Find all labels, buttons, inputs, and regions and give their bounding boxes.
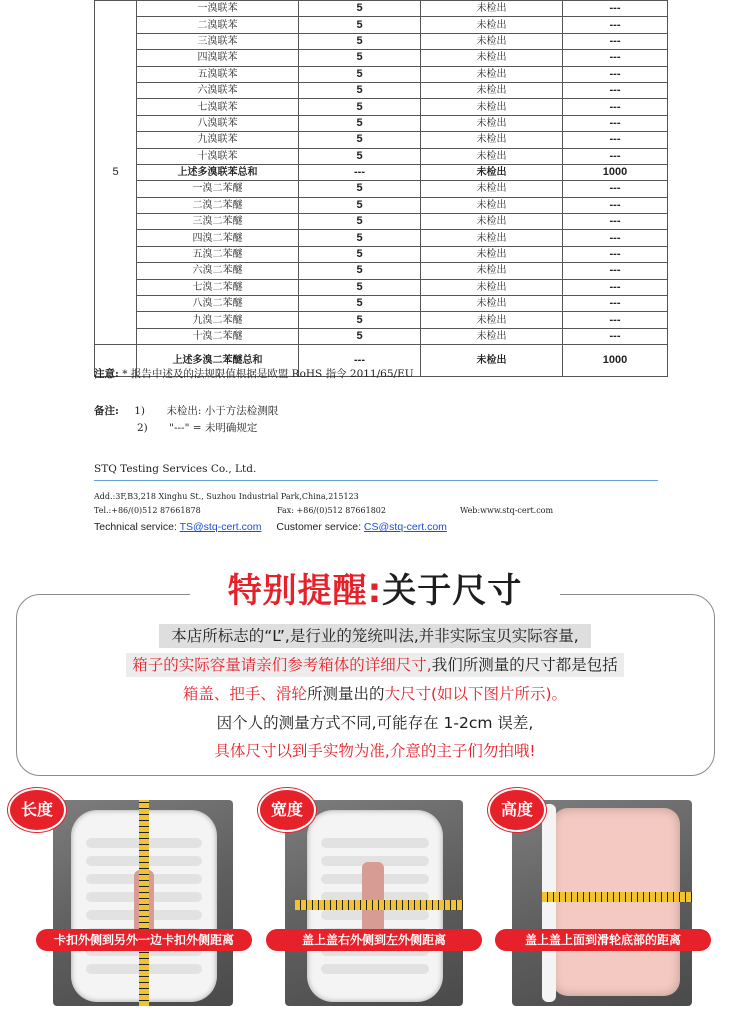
item-name-cell: 四溴联苯	[137, 50, 299, 66]
reminder-line-5: 具体尺寸以到手实物为准,介意的主子们勿拍哦!	[214, 742, 536, 760]
tech-service-email-link[interactable]: TS@stq-cert.com	[179, 521, 262, 533]
item-name-cell: 六溴联苯	[137, 82, 299, 98]
item-name-cell: 五溴联苯	[137, 66, 299, 82]
measuring-tape	[542, 892, 692, 902]
limit-cell: 5	[299, 99, 421, 115]
table-row	[95, 328, 668, 344]
table-row	[95, 246, 668, 262]
table-sum-row	[95, 164, 668, 180]
item-name-cell: 十溴联苯	[137, 148, 299, 164]
table-row	[95, 50, 668, 66]
height-photo	[512, 800, 692, 1006]
remark-note-2	[137, 420, 257, 435]
mdl-cell: ---	[563, 246, 668, 262]
table-row	[95, 197, 668, 213]
result-cell: 未检出	[421, 263, 563, 279]
result-cell: 未检出	[421, 279, 563, 295]
item-name-cell: 二溴二苯醚	[137, 197, 299, 213]
reminder-line-2	[0, 653, 750, 675]
remark-1-no: 1)	[134, 405, 146, 417]
item-name-cell: 七溴联苯	[137, 99, 299, 115]
table-row	[95, 279, 668, 295]
table-row	[95, 214, 668, 230]
mdl-cell: ---	[563, 66, 668, 82]
result-cell: 未检出	[421, 345, 563, 377]
result-cell: 未检出	[421, 230, 563, 246]
item-name-cell: 十溴二苯醚	[137, 328, 299, 344]
result-cell: 未检出	[421, 17, 563, 33]
result-cell: 未检出	[421, 181, 563, 197]
table-row	[95, 66, 668, 82]
result-cell: 未检出	[421, 214, 563, 230]
reminder-line-4: 因个人的测量方式不同,可能存在 1-2cm 误差,	[216, 714, 534, 732]
width-photo	[285, 800, 463, 1006]
limit-cell: 5	[299, 230, 421, 246]
table-row	[95, 1, 668, 17]
result-cell: 未检出	[421, 115, 563, 131]
table-row	[95, 148, 668, 164]
report-body	[95, 1, 668, 377]
width-badge: 宽度	[258, 788, 316, 832]
reminder-line-3-dark: 所测量出的	[306, 685, 385, 703]
reminder-line-2-red: 箱子的实际容量请亲们参考箱体的详细尺寸,	[132, 656, 432, 674]
company-address: Add.:3F,B3,218 Xinghu St., Suzhou Industrial Park,China,215123	[94, 492, 359, 501]
table-row	[95, 115, 668, 131]
limit-cell: 5	[299, 263, 421, 279]
item-name-cell: 三溴联苯	[137, 33, 299, 49]
result-cell: 未检出	[421, 148, 563, 164]
result-cell: 未检出	[421, 33, 563, 49]
item-name-cell: 八溴二苯醚	[137, 296, 299, 312]
table-row	[95, 82, 668, 98]
company-services	[94, 521, 447, 533]
result-cell: 未检出	[421, 328, 563, 344]
limit-cell: 5	[299, 312, 421, 328]
company-web: Web:www.stq-cert.com	[460, 506, 554, 515]
reminder-title	[0, 563, 750, 612]
limit-cell: 5	[299, 132, 421, 148]
limit-cell: 5	[299, 279, 421, 295]
reminder-line-2-dark: 我们所测量的尺寸都是包括	[431, 656, 618, 674]
limit-cell: ---	[299, 345, 421, 377]
height-caption: 盖上盖上面到滑轮底部的距离	[495, 929, 711, 951]
company-name: STQ Testing Services Co., Ltd.	[94, 463, 257, 475]
report-table	[94, 0, 668, 377]
limit-cell: 5	[299, 214, 421, 230]
table-row	[95, 296, 668, 312]
mdl-cell: 1000	[563, 345, 668, 377]
result-cell: 未检出	[421, 50, 563, 66]
table-row	[95, 99, 668, 115]
mdl-cell: ---	[563, 99, 668, 115]
item-name-cell: 六溴二苯醚	[137, 263, 299, 279]
result-cell: 未检出	[421, 164, 563, 180]
mdl-cell: ---	[563, 279, 668, 295]
mdl-cell: ---	[563, 312, 668, 328]
table-row	[95, 263, 668, 279]
length-caption: 卡扣外侧到另外一边卡扣外侧距离	[36, 929, 252, 951]
reminder-line-3-red-b: 大尺寸(如以下图片所示)。	[384, 685, 568, 703]
result-cell: 未检出	[421, 197, 563, 213]
result-cell: 未检出	[421, 99, 563, 115]
item-name-cell: 一溴二苯醚	[137, 181, 299, 197]
result-cell: 未检出	[421, 132, 563, 148]
limit-cell: 5	[299, 17, 421, 33]
table-row	[95, 181, 668, 197]
remark-1-text: 未检出: 小于方法检测限	[166, 405, 279, 417]
mdl-cell: ---	[563, 263, 668, 279]
item-name-cell: 一溴联苯	[137, 1, 299, 17]
attention-label: 注意:	[94, 368, 119, 380]
mdl-cell: ---	[563, 50, 668, 66]
mdl-cell: ---	[563, 115, 668, 131]
width-caption: 盖上盖右外侧到左外侧距离	[266, 929, 482, 951]
item-name-cell: 二溴联苯	[137, 17, 299, 33]
remark-note	[94, 403, 278, 418]
item-name-cell: 三溴二苯醚	[137, 214, 299, 230]
measuring-tape	[139, 800, 149, 1006]
customer-service-label: Customer service:	[276, 521, 361, 533]
item-name-cell: 九溴二苯醚	[137, 312, 299, 328]
limit-cell: 5	[299, 115, 421, 131]
limit-cell: 5	[299, 148, 421, 164]
table-row	[95, 230, 668, 246]
mdl-cell: ---	[563, 296, 668, 312]
mdl-cell: ---	[563, 33, 668, 49]
mdl-cell: ---	[563, 17, 668, 33]
reminder-line-1	[0, 624, 750, 646]
company-tel: Tel.:+86/(0)512 87661878	[94, 506, 201, 515]
reminder-line-1-text: 本店所标志的“L”,是行业的笼统叫法,并非实际宝贝实际容量,	[159, 624, 590, 648]
company-fax: Fax: +86/(0)512 87661802	[277, 506, 386, 515]
reminder-title-red: 特别提醒:	[227, 571, 383, 611]
box-lid-edge	[542, 804, 556, 1002]
item-name-cell: 四溴二苯醚	[137, 230, 299, 246]
mdl-cell: ---	[563, 148, 668, 164]
mdl-cell: 1000	[563, 164, 668, 180]
customer-service-email-link[interactable]: CS@stq-cert.com	[363, 521, 447, 533]
limit-cell: 5	[299, 246, 421, 262]
result-cell: 未检出	[421, 1, 563, 17]
reminder-line-3	[0, 682, 750, 704]
item-name-cell: 五溴二苯醚	[137, 246, 299, 262]
item-name-cell: 八溴联苯	[137, 115, 299, 131]
length-photo	[53, 800, 233, 1006]
height-badge: 高度	[488, 788, 546, 832]
item-name-cell: 七溴二苯醚	[137, 279, 299, 295]
result-cell: 未检出	[421, 66, 563, 82]
limit-cell: 5	[299, 66, 421, 82]
reminder-title-dark: 关于尺寸	[382, 571, 523, 611]
reminder-line-3-red-a: 箱盖、把手、滑轮	[182, 685, 307, 703]
limit-cell: 5	[299, 1, 421, 17]
length-badge: 长度	[8, 788, 66, 832]
table-row	[95, 132, 668, 148]
attention-note	[94, 366, 414, 381]
item-name-cell: 上述多溴联苯总和	[137, 164, 299, 180]
result-cell: 未检出	[421, 82, 563, 98]
mdl-cell: ---	[563, 230, 668, 246]
attention-text: * 报告中述及的法规限值根据是欧盟 RoHS 指令 2011/65/EU	[122, 368, 414, 380]
measuring-tape	[295, 900, 463, 910]
limit-cell: 5	[299, 82, 421, 98]
mdl-cell: ---	[563, 1, 668, 17]
mdl-cell: ---	[563, 197, 668, 213]
limit-cell: 5	[299, 296, 421, 312]
group-number-cell: 5	[95, 1, 137, 345]
remark-2-no: 2)	[137, 422, 148, 434]
mdl-cell: ---	[563, 328, 668, 344]
remark-label: 备注:	[94, 405, 119, 417]
limit-cell: 5	[299, 33, 421, 49]
limit-cell: 5	[299, 181, 421, 197]
item-name-cell: 上述多溴二苯醚总和	[137, 345, 299, 377]
result-cell: 未检出	[421, 312, 563, 328]
result-cell: 未检出	[421, 246, 563, 262]
table-row	[95, 17, 668, 33]
limit-cell: 5	[299, 197, 421, 213]
mdl-cell: ---	[563, 181, 668, 197]
result-cell: 未检出	[421, 296, 563, 312]
remark-2-text: "---" = 未明确规定	[169, 422, 258, 434]
mdl-cell: ---	[563, 214, 668, 230]
item-name-cell: 九溴联苯	[137, 132, 299, 148]
mdl-cell: ---	[563, 132, 668, 148]
table-row	[95, 312, 668, 328]
limit-cell: 5	[299, 328, 421, 344]
limit-cell: 5	[299, 50, 421, 66]
company-divider	[94, 480, 658, 481]
mdl-cell: ---	[563, 82, 668, 98]
tech-service-label: Technical service:	[94, 521, 177, 533]
box-side	[552, 808, 680, 996]
limit-cell: ---	[299, 164, 421, 180]
table-row	[95, 33, 668, 49]
